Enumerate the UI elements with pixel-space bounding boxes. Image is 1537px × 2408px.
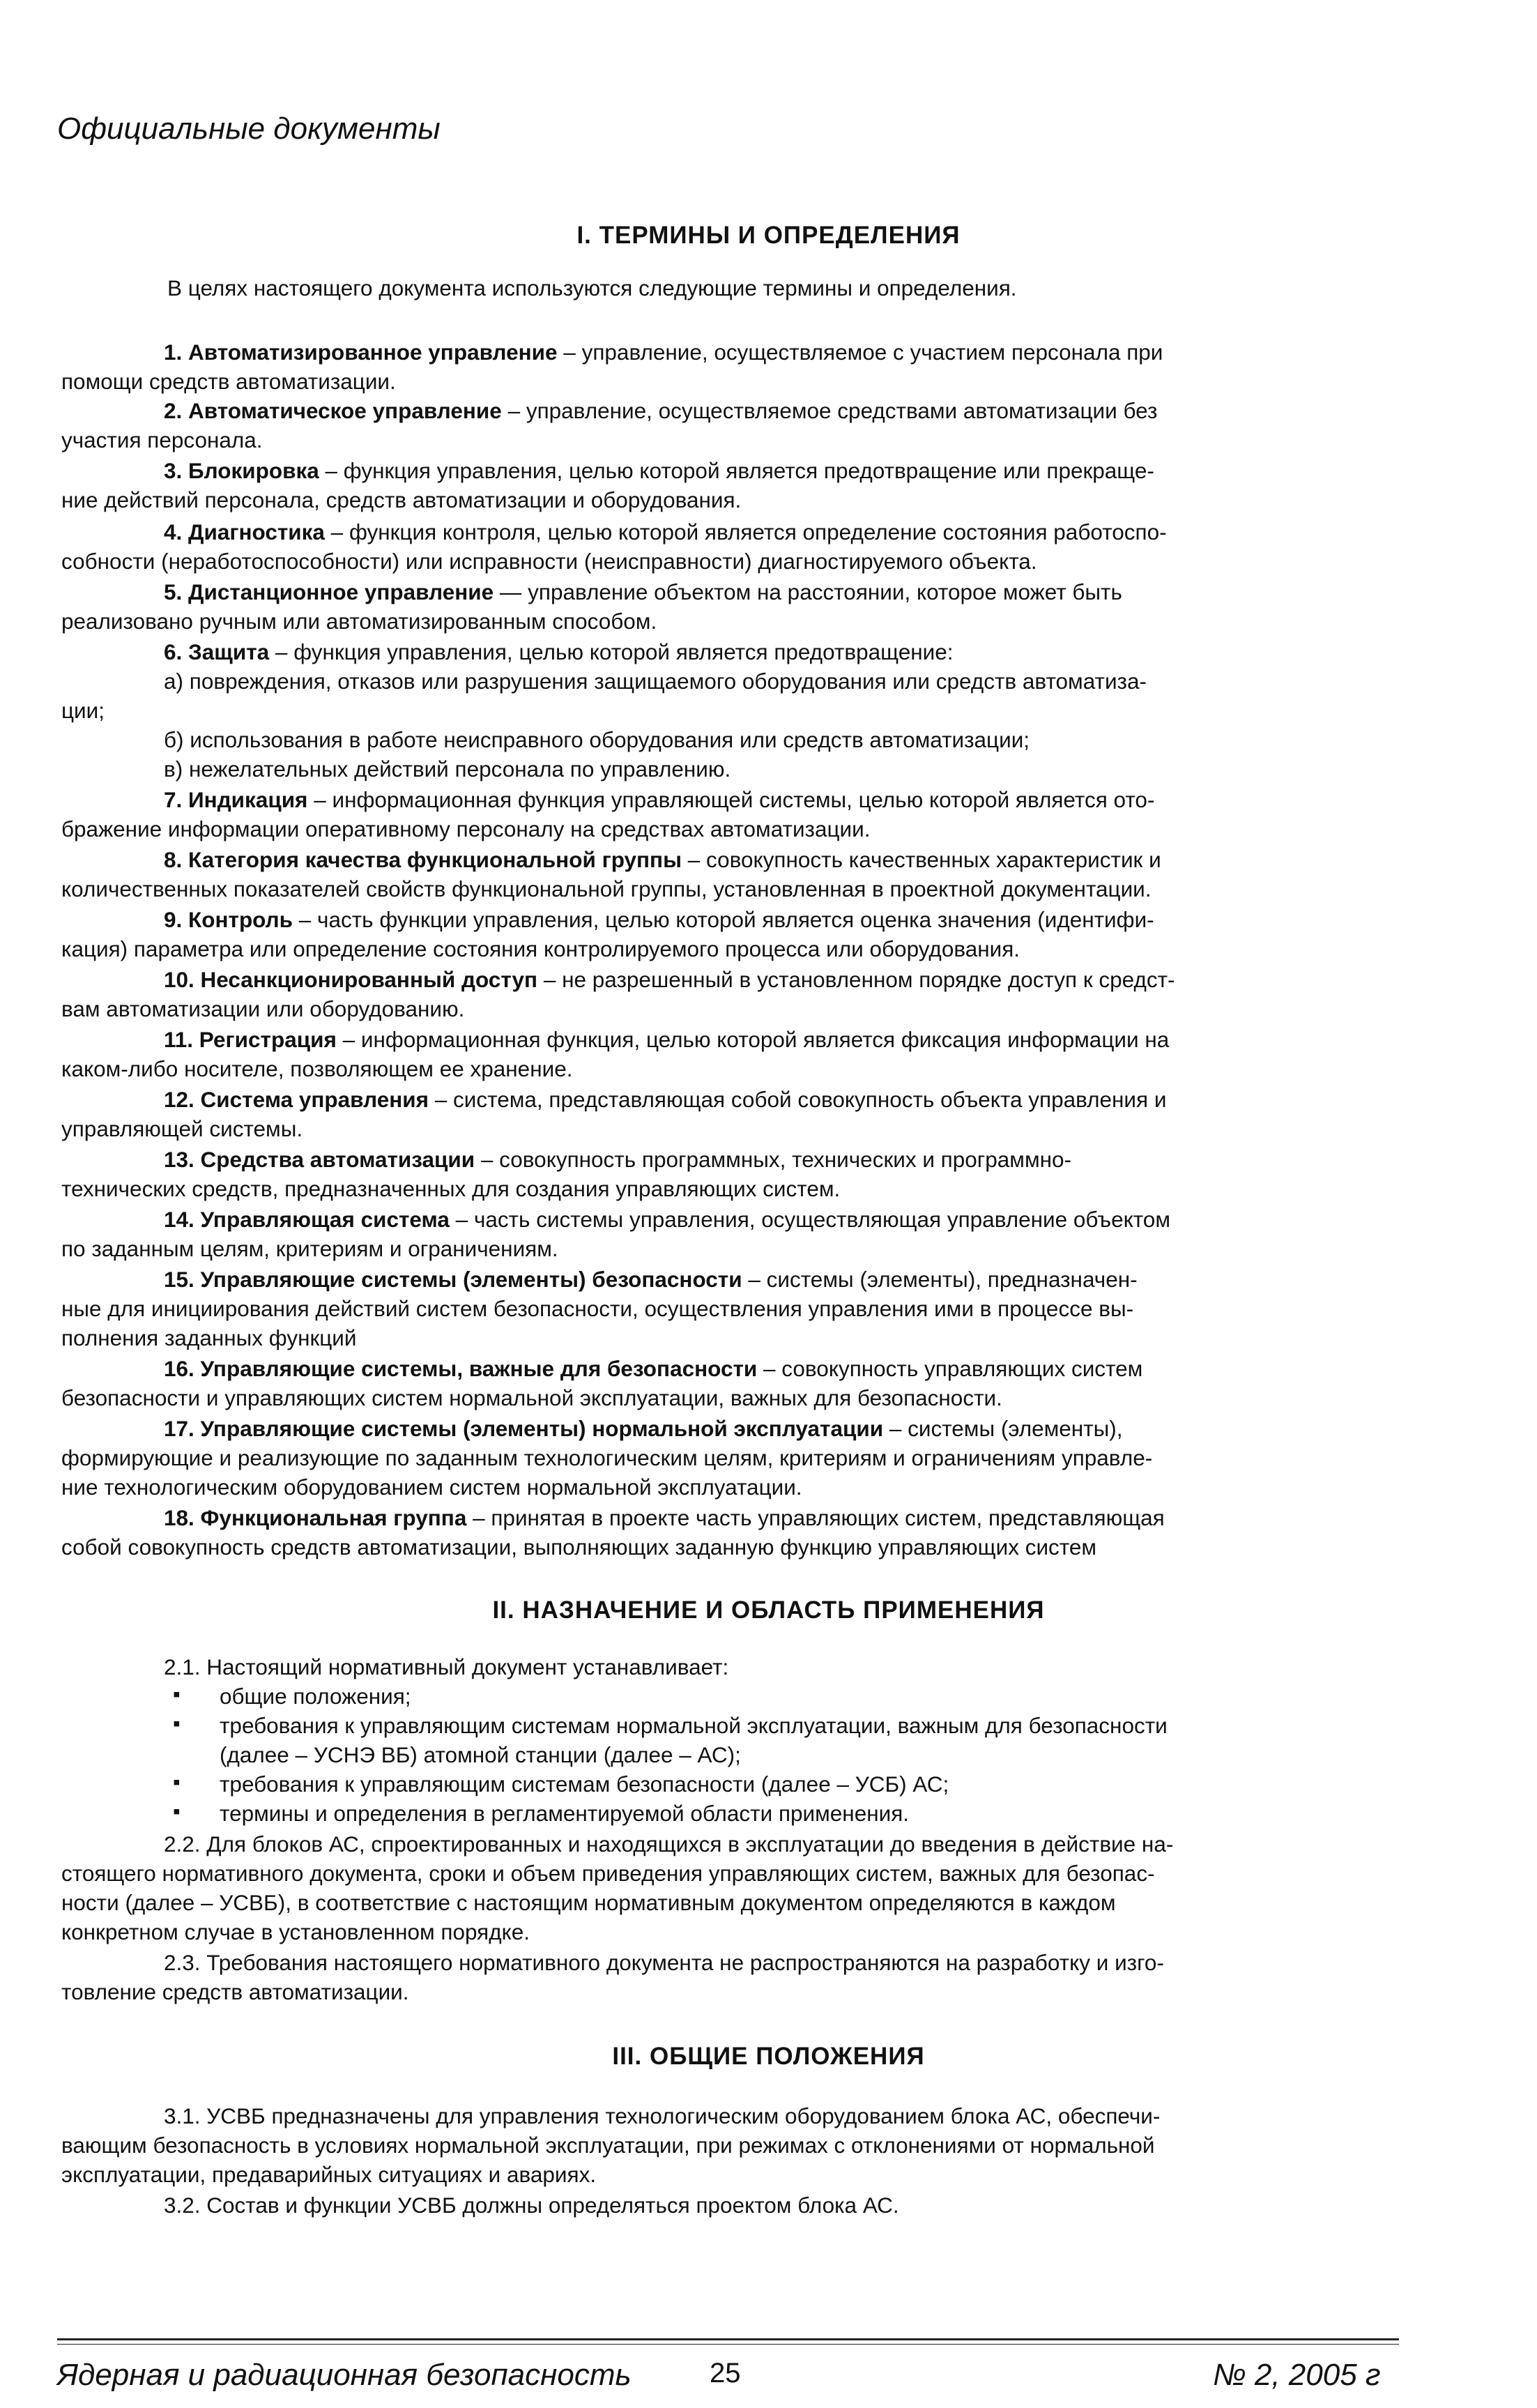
term-13-line-2: технических средств, предназначенных для создания управляющих систем.: [61, 1176, 841, 1201]
term-6-line-1: 6. Защита – функция управления, целью которой является предотвращение:: [164, 639, 954, 664]
para-2-3-line-1: 2.3. Требования настоящего нормативного документа не распространяются на разработку и изго-: [164, 1950, 1164, 1975]
term-6-item-c: в) нежелательных действий персонала по управлению.: [164, 756, 731, 782]
term-3-line-1: 3. Блокировка – функция управления, целью которой является предотвращение или прекраще-: [164, 458, 1154, 483]
term-8-line-1: 8. Категория качества функциональной группы – совокупность качественных характеристик и: [164, 847, 1161, 872]
footer-journal-title: Ядерная и радиационная безопасность: [57, 2358, 632, 2392]
term-3-line-2: ние действий персонала, средств автоматизации и оборудования.: [61, 487, 742, 512]
term-1-line-1: 1. Автоматизированное управление – управление, осуществляемое с участием персонала при: [164, 340, 1163, 365]
section-1-title: I. ТЕРМИНЫ И ОПРЕДЕЛЕНИЯ: [576, 222, 961, 249]
term-4-line-2: собности (неработоспособности) или исправности (неисправности) диагностируемого объекта.: [61, 549, 1037, 574]
para-2-2-line-1: 2.2. Для блоков АС, спроектированных и находящихся в эксплуатации до введения в действие на-: [164, 1831, 1174, 1857]
bullet-item-2-cont: (далее – УСНЭ ВБ) атомной станции (далее – АС);: [220, 1742, 741, 1767]
term-1-line-2: помощи средств автоматизации.: [61, 369, 396, 394]
footer-page-number: 25: [710, 2358, 741, 2388]
para-2-1: 2.1. Настоящий нормативный документ устанавливает:: [164, 1654, 729, 1679]
term-2-line-1: 2. Автоматическое управление – управление, осуществляемое средствами автоматизации без: [164, 398, 1158, 423]
term-16-line-1: 16. Управляющие системы, важные для безопасности – совокупность управляющих систем: [164, 1356, 1143, 1381]
term-18-line-1: 18. Функциональная группа – принятая в проекте часть управляющих систем, представляющая: [164, 1505, 1165, 1530]
term-9-line-1: 9. Контроль – часть функции управления, целью которой является оценка значения (идентифи-: [164, 907, 1154, 932]
term-8-line-2: количественных показателей свойств функциональной группы, установленная в проектной документации.: [61, 876, 1152, 901]
term-9-line-2: кация) параметра или определение состояния контролируемого процесса или оборудования.: [61, 936, 1020, 961]
footer-rule-thick: [57, 2338, 1399, 2340]
bullet-icon: ▪: [173, 1683, 181, 1706]
bullet-item-2: требования к управляющим системам нормальной эксплуатации, важным для безопасности: [220, 1713, 1168, 1738]
para-2-2-line-3: ности (далее – УСВБ), в соответствие с настоящим нормативным документом определяются в каждом: [61, 1890, 1116, 1915]
term-17-line-1: 17. Управляющие системы (элементы) нормальной эксплуатации – системы (элементы),: [164, 1416, 1123, 1441]
term-2-line-2: участия персонала.: [61, 427, 263, 452]
running-header: Официальные документы: [57, 112, 441, 146]
bullet-item-1: общие положения;: [220, 1684, 411, 1709]
term-5-line-2: реализовано ручным или автоматизированным способом.: [61, 609, 657, 634]
term-7-line-2: бражение информации оперативному персоналу на средствах автоматизации.: [61, 816, 871, 841]
term-7-line-1: 7. Индикация – информационная функция управляющей системы, целью которой является ото-: [164, 787, 1155, 812]
bullet-item-4: термины и определения в регламентируемой области применения.: [220, 1801, 910, 1826]
term-14-line-1: 14. Управляющая система – часть системы управления, осуществляющая управление объектом: [164, 1207, 1170, 1232]
term-12-line-2: управляющей системы.: [61, 1116, 303, 1141]
section-3-title: III. ОБЩИЕ ПОЛОЖЕНИЯ: [612, 2043, 925, 2070]
para-2-3-line-2: товление средств автоматизации.: [61, 1979, 409, 2004]
para-3-1-line-2: вающим безопасность в условиях нормальной эксплуатации, при режимах с отклонениями от нормальной: [61, 2133, 1155, 2158]
para-2-2-line-4: конкретном случае в установленном порядке.: [61, 1919, 530, 1944]
term-11-line-1: 11. Регистрация – информационная функция, целью которой является фиксация информации на: [164, 1027, 1170, 1052]
term-13-line-1: 13. Средства автоматизации – совокупность программных, технических и программно-: [164, 1147, 1072, 1172]
term-15-line-3: полнения заданных функций: [61, 1325, 357, 1350]
term-12-line-1: 12. Система управления – система, представляющая собой совокупность объекта управления и: [164, 1087, 1167, 1112]
para-3-1-line-1: 3.1. УСВБ предназначены для управления технологическим оборудованием блока АС, обеспечи-: [164, 2103, 1161, 2128]
section-2-title: II. НАЗНАЧЕНИЕ И ОБЛАСТЬ ПРИМЕНЕНИЯ: [492, 1597, 1045, 1624]
term-10-line-2: вам автоматизации или оборудованию.: [61, 996, 465, 1021]
bullet-icon: ▪: [173, 1771, 181, 1794]
term-11-line-2: каком-либо носителе, позволяющем ее хранение.: [61, 1056, 573, 1081]
term-6-item-a: а) повреждения, отказов или разрушения защищаемого оборудования или средств автоматиза-: [164, 669, 1147, 694]
section-1-intro: В целях настоящего документа используются следующие термины и определения.: [167, 275, 1017, 300]
term-18-line-2: собой совокупность средств автоматизации, выполняющих заданную функцию управляющих систем: [61, 1534, 1097, 1560]
bullet-icon: ▪: [173, 1712, 181, 1735]
bullet-item-3: требования к управляющим системам безопасности (далее – УСБ) АС;: [220, 1771, 949, 1797]
footer-rule-thin: [57, 2344, 1399, 2345]
term-4-line-1: 4. Диагностика – функция контроля, целью которой является определение состояния работоспо-: [164, 519, 1167, 544]
term-10-line-1: 10. Несанкционированный доступ – не разрешенный в установленном порядке доступ к средст-: [164, 967, 1175, 992]
term-6-item-a-cont: ции;: [61, 698, 105, 723]
para-3-2: 3.2. Состав и функции УСВБ должны определяться проектом блока АС.: [164, 2193, 899, 2218]
term-17-line-2: формирующие и реализующие по заданным технологическим целям, критериям и ограничениям управле-: [61, 1445, 1153, 1470]
bullet-icon: ▪: [173, 1800, 181, 1823]
term-14-line-2: по заданным целям, критериям и ограничениям.: [61, 1236, 558, 1261]
para-3-1-line-3: эксплуатации, предаварийных ситуациях и авариях.: [61, 2162, 597, 2187]
term-5-line-1: 5. Дистанционное управление — управление объектом на расстоянии, которое может быть: [164, 579, 1122, 604]
footer-issue: № 2, 2005 г: [1213, 2358, 1381, 2392]
term-17-line-3: ние технологическим оборудованием систем нормальной эксплуатации.: [61, 1474, 802, 1500]
term-15-line-1: 15. Управляющие системы (элементы) безопасности – системы (элементы), предназначен-: [164, 1267, 1138, 1292]
term-6-item-b: б) использования в работе неисправного оборудования или средств автоматизации;: [164, 727, 1030, 752]
term-16-line-2: безопасности и управляющих систем нормальной эксплуатации, важных для безопасности.: [61, 1385, 1002, 1410]
para-2-2-line-2: стоящего нормативного документа, сроки и объем приведения управляющих систем, важных для безопас-: [61, 1861, 1155, 1886]
term-15-line-2: ные для инициирования действий систем безопасности, осуществления управления ими в процессе вы-: [61, 1296, 1134, 1321]
